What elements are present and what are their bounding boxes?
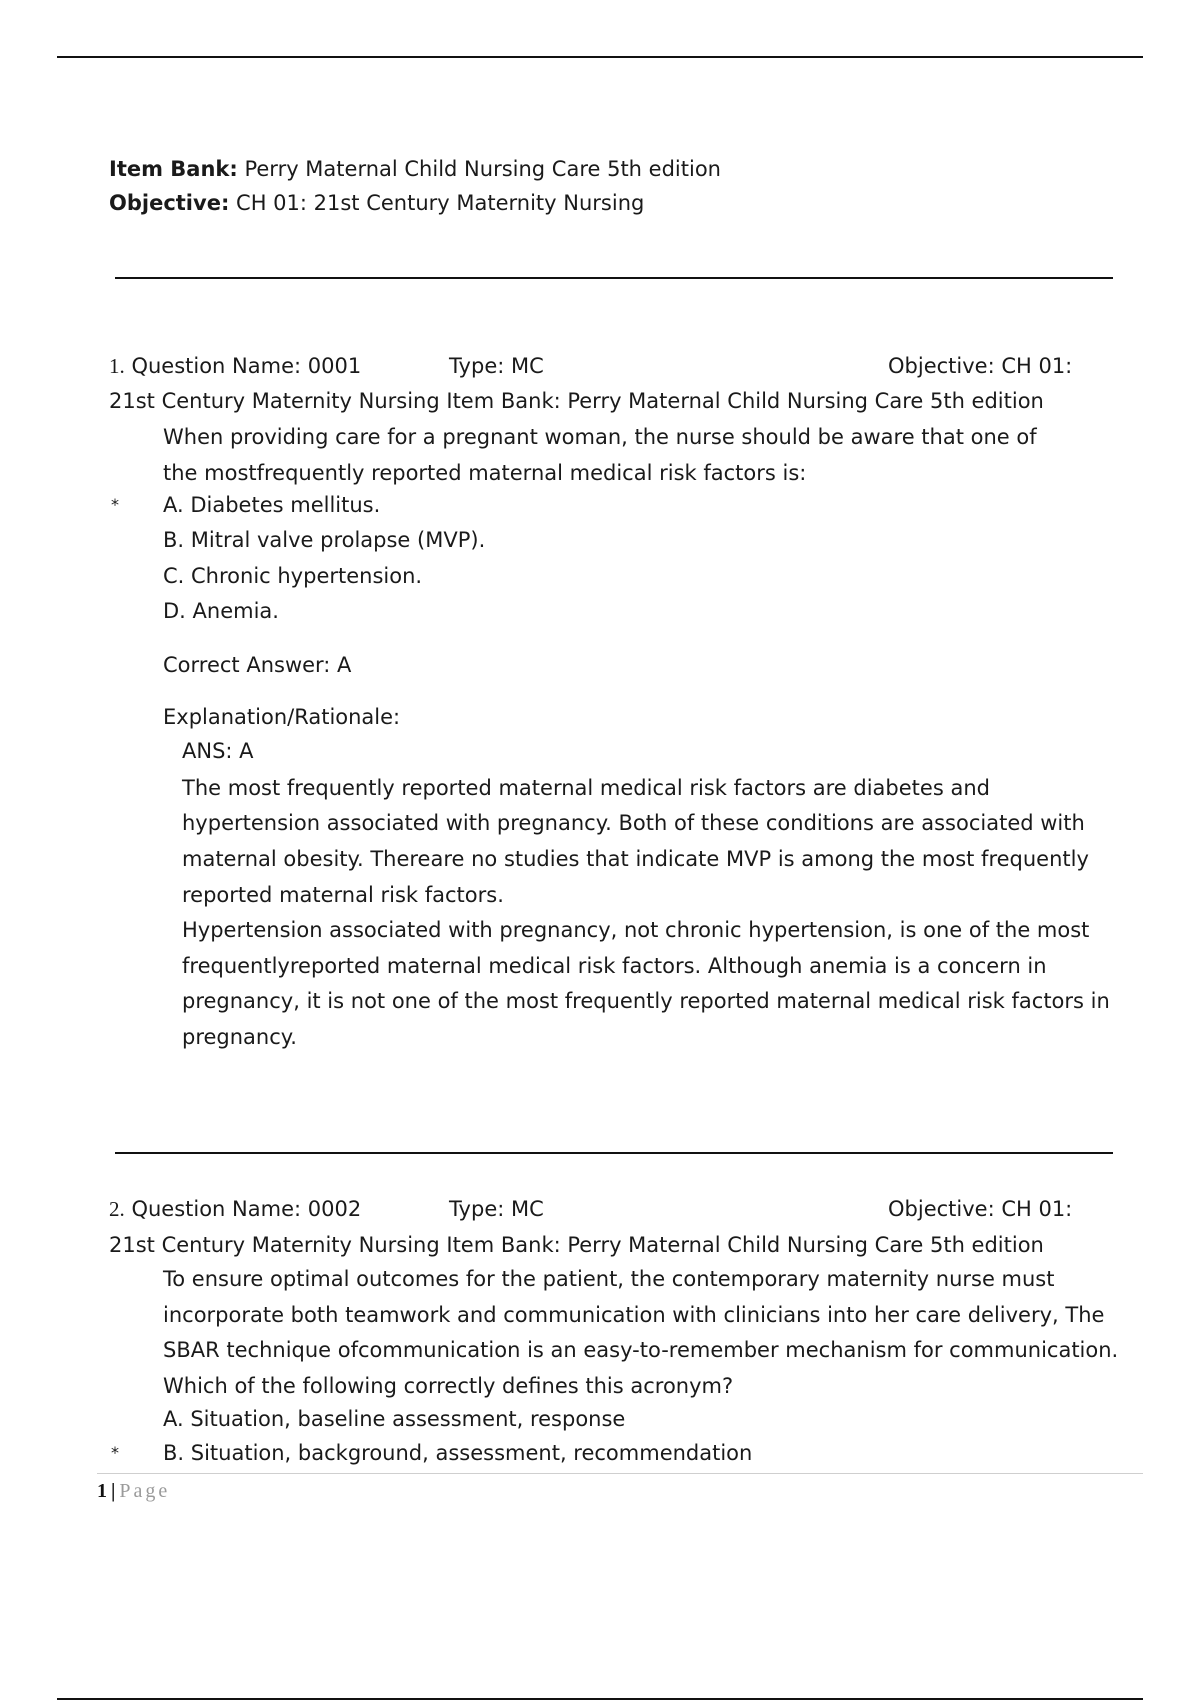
answer-option: C. Chronic hypertension. <box>163 564 423 588</box>
footer-separator: | <box>111 1480 116 1502</box>
answer-option: A. Diabetes mellitus. <box>163 493 381 517</box>
objective-label: Objective: <box>109 191 230 215</box>
correct-option-marker: * <box>111 495 119 514</box>
question-stem-line: the mostfrequently reported maternal medical risk factors is: <box>163 461 807 485</box>
question-stem-line: Which of the following correctly defines this acronym? <box>163 1374 734 1398</box>
rationale-line: pregnancy. <box>182 1025 297 1049</box>
objective-value: CH 01: 21st Century Maternity Nursing <box>236 191 645 215</box>
rationale-line: pregnancy, it is not one of the most frequently reported maternal medical risk factors in <box>182 989 1110 1013</box>
footer-rule <box>97 1473 1143 1474</box>
page-footer <box>97 1480 170 1503</box>
question-type: Type: MC <box>449 1197 544 1221</box>
page-number: 1 <box>97 1480 107 1502</box>
page-label: Page <box>119 1480 171 1502</box>
explanation-label: Explanation/Rationale: <box>163 705 401 729</box>
correct-answer: Correct Answer: A <box>163 653 352 677</box>
answer-option: B. Mitral valve prolapse (MVP). <box>163 528 486 552</box>
question-number <box>109 352 361 380</box>
rationale-line: The most frequently reported maternal medical risk factors are diabetes and <box>182 776 990 800</box>
question-objective: Objective: CH 01: <box>888 354 1073 378</box>
question-stem-line: SBAR technique ofcommunication is an easy-to-remember mechanism for communication. <box>163 1338 1119 1362</box>
correct-option-marker: * <box>111 1443 119 1462</box>
rationale-line: hypertension associated with pregnancy. Both of these conditions are associated with <box>182 811 1085 835</box>
question-name: Question Name: 0002 <box>131 1197 362 1221</box>
question-type: Type: MC <box>449 354 544 378</box>
rationale-line: frequentlyreported maternal medical risk factors. Although anemia is a concern in <box>182 954 1047 978</box>
question-name: Question Name: 0001 <box>131 354 362 378</box>
question-stem-line: To ensure optimal outcomes for the patient, the contemporary maternity nurse must <box>163 1267 1055 1291</box>
question-meta-line: 21st Century Maternity Nursing Item Bank: Perry Maternal Child Nursing Care 5th edition <box>109 1233 1044 1257</box>
item-bank-value: Perry Maternal Child Nursing Care 5th edition <box>244 157 721 181</box>
item-bank-label: Item Bank: <box>109 157 238 181</box>
rationale-line: maternal obesity. Thereare no studies that indicate MVP is among the most frequently <box>182 847 1089 871</box>
rationale-line: Hypertension associated with pregnancy, not chronic hypertension, is one of the most <box>182 918 1090 942</box>
item-bank-header <box>109 155 721 183</box>
answer-key: ANS: A <box>182 739 254 763</box>
question-divider <box>115 1152 1113 1154</box>
answer-option: A. Situation, baseline assessment, response <box>163 1407 626 1431</box>
rationale-line: reported maternal risk factors. <box>182 883 504 907</box>
question-number-label: 2. <box>109 1197 125 1221</box>
question-stem-line: incorporate both teamwork and communication with clinicians into her care delivery, The <box>163 1303 1105 1327</box>
question-stem-line: When providing care for a pregnant woman, the nurse should be aware that one of <box>163 425 1037 449</box>
top-page-rule <box>57 56 1143 58</box>
question-objective: Objective: CH 01: <box>888 1197 1073 1221</box>
question-number-label: 1. <box>109 354 125 378</box>
objective-header <box>109 189 644 217</box>
question-number <box>109 1195 361 1223</box>
question-meta-line: 21st Century Maternity Nursing Item Bank: Perry Maternal Child Nursing Care 5th edition <box>109 389 1044 413</box>
section-divider <box>115 277 1113 279</box>
answer-option: D. Anemia. <box>163 599 279 623</box>
answer-option: B. Situation, background, assessment, recommendation <box>163 1441 753 1465</box>
